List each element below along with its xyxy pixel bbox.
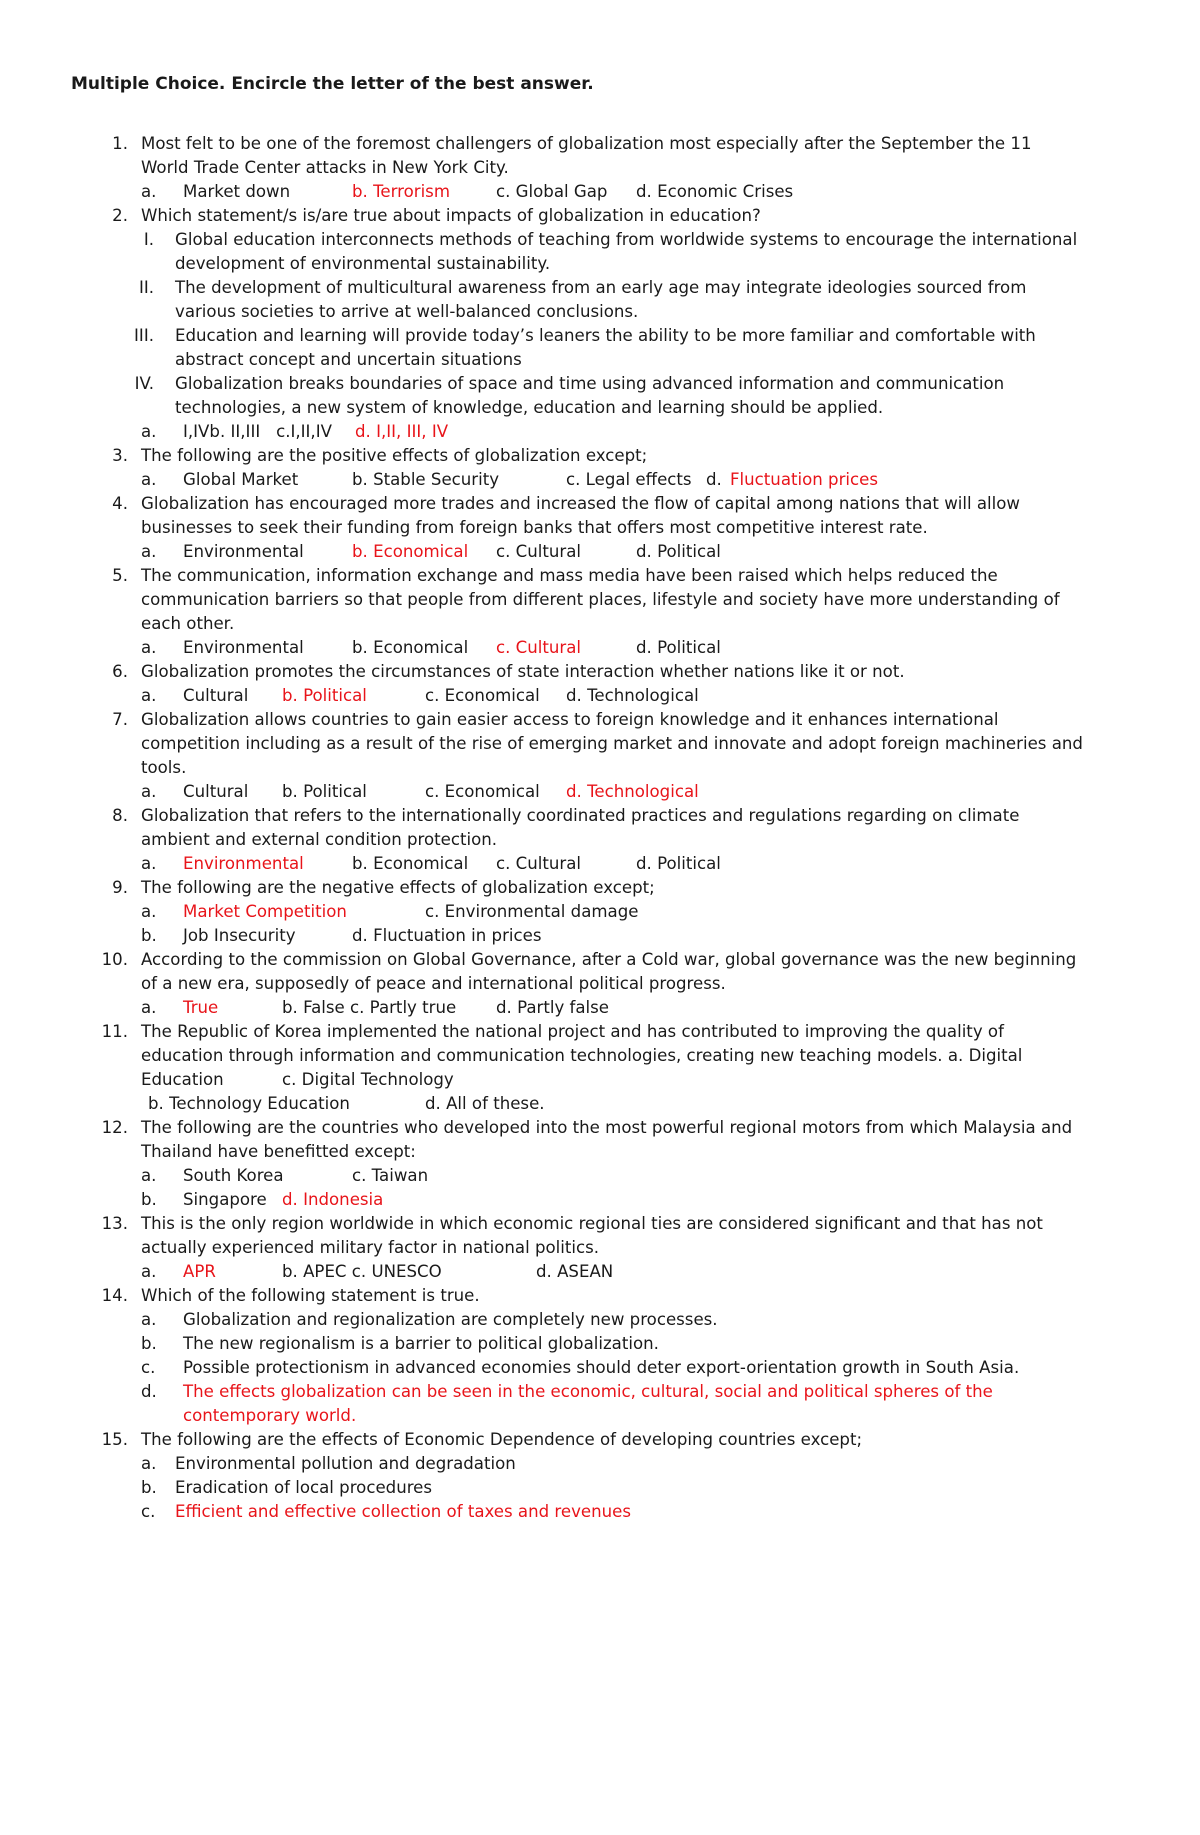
- option-a-answer: True: [183, 998, 219, 1017]
- question-text: Which statement/s is/are true about impacts of globalization in education?: [141, 206, 761, 225]
- option-b-answer: b. Economical: [352, 542, 469, 561]
- question-text: Globalization has encouraged more trades and increased the flow of capital among nations that will allow: [141, 494, 1020, 513]
- option-letter: a.: [141, 686, 157, 705]
- question-text: Which of the following statement is true.: [141, 1286, 480, 1305]
- option-b-c: b. False c. Partly true: [282, 998, 457, 1017]
- option-a: Cultural: [183, 782, 249, 801]
- question-number: 7.: [112, 710, 128, 729]
- option-letter: a.: [141, 638, 157, 657]
- option-d: d. Political: [636, 542, 721, 561]
- question-text: Thailand have benefitted except:: [141, 1142, 416, 1161]
- option-a-answer: Environmental: [183, 854, 304, 873]
- roman-numeral: IV.: [134, 374, 154, 393]
- question-text: competition including as a result of the rise of emerging market and innovate and adopt foreign machineries and: [141, 734, 1083, 753]
- question-text: World Trade Center attacks in New York City.: [141, 158, 509, 177]
- option-letter: a.: [141, 782, 157, 801]
- option-letter: d.: [141, 1382, 157, 1401]
- option-c-answer: Efficient and effective collection of taxes and revenues: [175, 1502, 632, 1521]
- question-number: 1.: [112, 134, 128, 153]
- question-text: The following are the negative effects of globalization except;: [141, 878, 655, 897]
- question-text: actually experienced military factor in national politics.: [141, 1238, 600, 1257]
- option-letter: a.: [141, 542, 157, 561]
- option-a: Cultural: [183, 686, 249, 705]
- option-c: c. Legal effects: [566, 470, 692, 489]
- question-number: 13.: [101, 1214, 128, 1233]
- option-letter: b.: [141, 1334, 157, 1353]
- option-b: b. Stable Security: [352, 470, 500, 489]
- statement-text: Education and learning will provide today’s leaners the ability to be more familiar and comfortable with: [175, 326, 1036, 345]
- option-letter: c.: [141, 1502, 156, 1521]
- option-b: b. Political: [282, 782, 367, 801]
- option-letter: a.: [141, 1310, 157, 1329]
- option-d: d. Political: [636, 638, 721, 657]
- option-a: Global Market: [183, 470, 299, 489]
- option-a-to-c: I,IVb. II,III c.I,II,IV: [183, 422, 332, 441]
- option-c: Possible protectionism in advanced economies should deter export-orientation growth in South Asia.: [183, 1358, 1020, 1377]
- question-number: 6.: [112, 662, 128, 681]
- option-letter: a.: [141, 182, 157, 201]
- option-b: Singapore: [183, 1190, 267, 1209]
- option-d: d. Political: [636, 854, 721, 873]
- option-d: d. ASEAN: [536, 1262, 614, 1281]
- question-number: 9.: [112, 878, 128, 897]
- option-letter: a.: [141, 470, 157, 489]
- statement-text: technologies, a new system of knowledge, education and learning should be applied.: [175, 398, 884, 417]
- option-c: c. Economical: [425, 686, 540, 705]
- roman-numeral: I.: [143, 230, 154, 249]
- option-letter: a.: [141, 854, 157, 873]
- question-text: Most felt to be one of the foremost challengers of globalization most especially after the September the 11: [141, 134, 1032, 153]
- instructions-heading: Multiple Choice. Encircle the letter of the best answer.: [71, 74, 594, 94]
- question-text: The Republic of Korea implemented the national project and has contributed to improving the quality of: [141, 1022, 1004, 1041]
- option-d: d. Economic Crises: [636, 182, 794, 201]
- option-c: c. Global Gap: [496, 182, 608, 201]
- option-letter: a.: [141, 422, 157, 441]
- option-a: South Korea: [183, 1166, 284, 1185]
- option-b: Eradication of local procedures: [175, 1478, 433, 1497]
- question-text: According to the commission on Global Governance, after a Cold war, global governance was the new beginning: [141, 950, 1077, 969]
- option-letter: a.: [141, 1262, 157, 1281]
- question-text: education through information and communication technologies, creating new teaching models. a. Digital: [141, 1046, 1023, 1065]
- statement-text: abstract concept and uncertain situations: [175, 350, 522, 369]
- question-number: 12.: [101, 1118, 128, 1137]
- option-b: Job Insecurity: [183, 926, 296, 945]
- option-letter: a.: [141, 902, 157, 921]
- option-letter: b.: [141, 926, 157, 945]
- statement-text: various societies to arrive at well-balanced conclusions.: [175, 302, 639, 321]
- option-d-answer-continued: contemporary world.: [183, 1406, 357, 1425]
- question-text: tools.: [141, 758, 187, 777]
- option-d-answer: The effects globalization can be seen in the economic, cultural, social and political spheres of the: [183, 1382, 993, 1401]
- option-a: Globalization and regionalization are completely new processes.: [183, 1310, 718, 1329]
- question-text: The following are the positive effects of globalization except;: [141, 446, 648, 465]
- question-number: 14.: [101, 1286, 128, 1305]
- option-a: Environmental: [183, 542, 304, 561]
- option-b: b. Economical: [352, 638, 469, 657]
- question-text: each other.: [141, 614, 235, 633]
- option-a: Education: [141, 1070, 224, 1089]
- option-a: Environmental: [183, 638, 304, 657]
- option-letter: a.: [141, 998, 157, 1017]
- question-text: of a new era, supposedly of peace and international political progress.: [141, 974, 726, 993]
- question-text: businesses to seek their funding from foreign banks that offers most competitive interest rate.: [141, 518, 928, 537]
- question-text: The following are the effects of Economic Dependence of developing countries except;: [141, 1430, 863, 1449]
- question-text: The communication, information exchange and mass media have been raised which helps reduced the: [141, 566, 998, 585]
- option-d: d. All of these.: [425, 1094, 545, 1113]
- option-a: Market down: [183, 182, 291, 201]
- option-d-answer: d. Indonesia: [282, 1190, 384, 1209]
- option-c: c. Digital Technology: [282, 1070, 454, 1089]
- option-letter: a.: [141, 1166, 157, 1185]
- option-d: d. Partly false: [496, 998, 610, 1017]
- option-letter: b.: [141, 1190, 157, 1209]
- statement-text: Globalization breaks boundaries of space and time using advanced information and communication: [175, 374, 1005, 393]
- option-b-c: b. APEC c. UNESCO: [282, 1262, 442, 1281]
- statement-text: The development of multicultural awareness from an early age may integrate ideologies sourced from: [175, 278, 1027, 297]
- option-b: The new regionalism is a barrier to political globalization.: [183, 1334, 659, 1353]
- option-c: c. Environmental damage: [425, 902, 639, 921]
- question-number: 11.: [101, 1022, 128, 1041]
- option-a: Environmental pollution and degradation: [175, 1454, 516, 1473]
- option-d-answer: d. Technological: [566, 782, 699, 801]
- option-d: d. Technological: [566, 686, 699, 705]
- question-number: 15.: [101, 1430, 128, 1449]
- option-letter: d.: [706, 470, 722, 489]
- option-b: b. Technology Education: [148, 1094, 350, 1113]
- option-letter: a.: [141, 1454, 157, 1473]
- option-d-answer: d. I,II, III, IV: [355, 422, 449, 441]
- question-text: Globalization that refers to the internationally coordinated practices and regulations regarding on climate: [141, 806, 1020, 825]
- question-number: 8.: [112, 806, 128, 825]
- statement-text: development of environmental sustainability.: [175, 254, 551, 273]
- option-c: c. Cultural: [496, 542, 582, 561]
- option-letter: b.: [141, 1478, 157, 1497]
- question-text: This is the only region worldwide in which economic regional ties are considered significant and that has not: [141, 1214, 1043, 1233]
- question-text: ambient and external condition protection.: [141, 830, 498, 849]
- question-number: 3.: [112, 446, 128, 465]
- option-a-answer: APR: [183, 1262, 216, 1281]
- option-a-answer: Market Competition: [183, 902, 347, 921]
- question-number: 4.: [112, 494, 128, 513]
- option-c: c. Cultural: [496, 854, 582, 873]
- question-number: 10.: [101, 950, 128, 969]
- option-c-answer: c. Cultural: [496, 638, 582, 657]
- option-d-answer: Fluctuation prices: [730, 470, 878, 489]
- question-text: The following are the countries who developed into the most powerful regional motors from which Malaysia and: [141, 1118, 1073, 1137]
- statement-text: Global education interconnects methods of teaching from worldwide systems to encourage the international: [175, 230, 1078, 249]
- option-d: d. Fluctuation in prices: [352, 926, 542, 945]
- question-number: 5.: [112, 566, 128, 585]
- option-c: c. Economical: [425, 782, 540, 801]
- option-c: c. Taiwan: [352, 1166, 429, 1185]
- option-letter: c.: [141, 1358, 156, 1377]
- question-text: communication barriers so that people from different places, lifestyle and society have more understanding of: [141, 590, 1060, 609]
- question-text: Globalization promotes the circumstances of state interaction whether nations like it or not.: [141, 662, 905, 681]
- option-b-answer: b. Political: [282, 686, 367, 705]
- question-number: 2.: [112, 206, 128, 225]
- roman-numeral: III.: [134, 326, 154, 345]
- question-text: Globalization allows countries to gain easier access to foreign knowledge and it enhances international: [141, 710, 999, 729]
- option-b: b. Economical: [352, 854, 469, 873]
- option-b-answer: b. Terrorism: [352, 182, 450, 201]
- roman-numeral: II.: [138, 278, 154, 297]
